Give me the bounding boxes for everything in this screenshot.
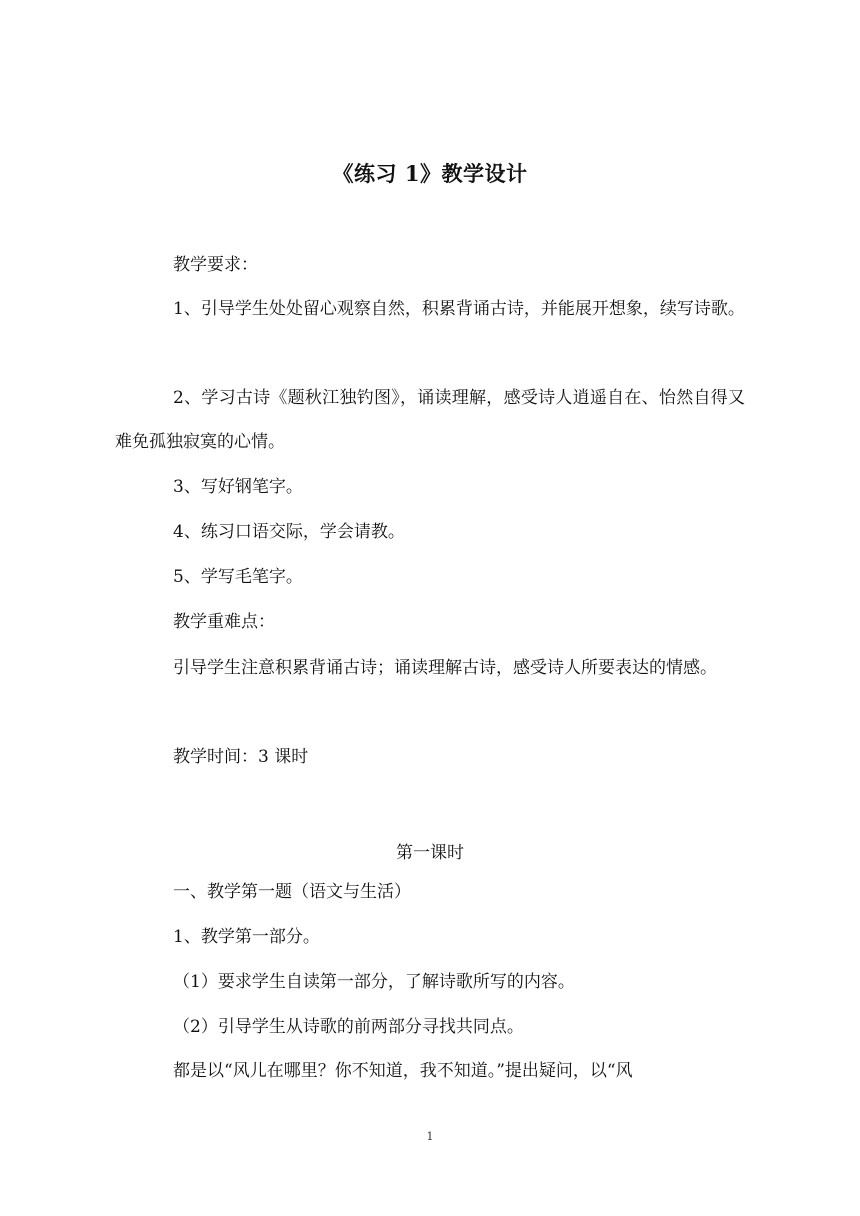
paragraph-requirement-2: 2、学习古诗《题秋江独钓图》，诵读理解，感受诗人逍遥自在、怡然自得又难免孤独寂寞的心情。 xyxy=(115,388,745,452)
section-heading: 第一课时 xyxy=(396,843,464,863)
paragraph-key-points-heading: 教学重难点： xyxy=(173,612,275,632)
paragraph-requirement-4: 4、练习口语交际，学会请教。 xyxy=(173,522,405,542)
paragraph-section-4: （2）引导学生从诗歌的前两部分寻找共同点。 xyxy=(173,1017,524,1037)
paragraph-section-5: 都是以“风儿在哪里？你不知道，我不知道。”提出疑问，以“风 xyxy=(173,1061,633,1081)
page-number: 1 xyxy=(426,1130,434,1143)
paragraph-requirement-5: 5、学写毛笔字。 xyxy=(173,567,303,587)
paragraph-key-points: 引导学生注意积累背诵古诗；诵读理解古诗，感受诗人所要表达的情感。 xyxy=(173,658,717,678)
paragraph-teaching-time: 教学时间：3 课时 xyxy=(173,747,309,767)
paragraph-section-1: 一、教学第一题（语文与生活） xyxy=(173,882,411,902)
paragraph-requirement-1: 1、引导学生处处留心观察自然，积累背诵古诗，并能展开想象，续写诗歌。 xyxy=(173,299,745,319)
paragraph-requirement-3: 3、写好钢笔字。 xyxy=(173,477,303,497)
paragraph-section-2: 1、教学第一部分。 xyxy=(173,927,320,947)
paragraph-requirements-heading: 教学要求： xyxy=(173,255,258,275)
document-title: 《练习 1》教学设计 xyxy=(332,161,528,186)
paragraph-section-3: （1）要求学生自读第一部分，了解诗歌所写的内容。 xyxy=(173,972,575,992)
